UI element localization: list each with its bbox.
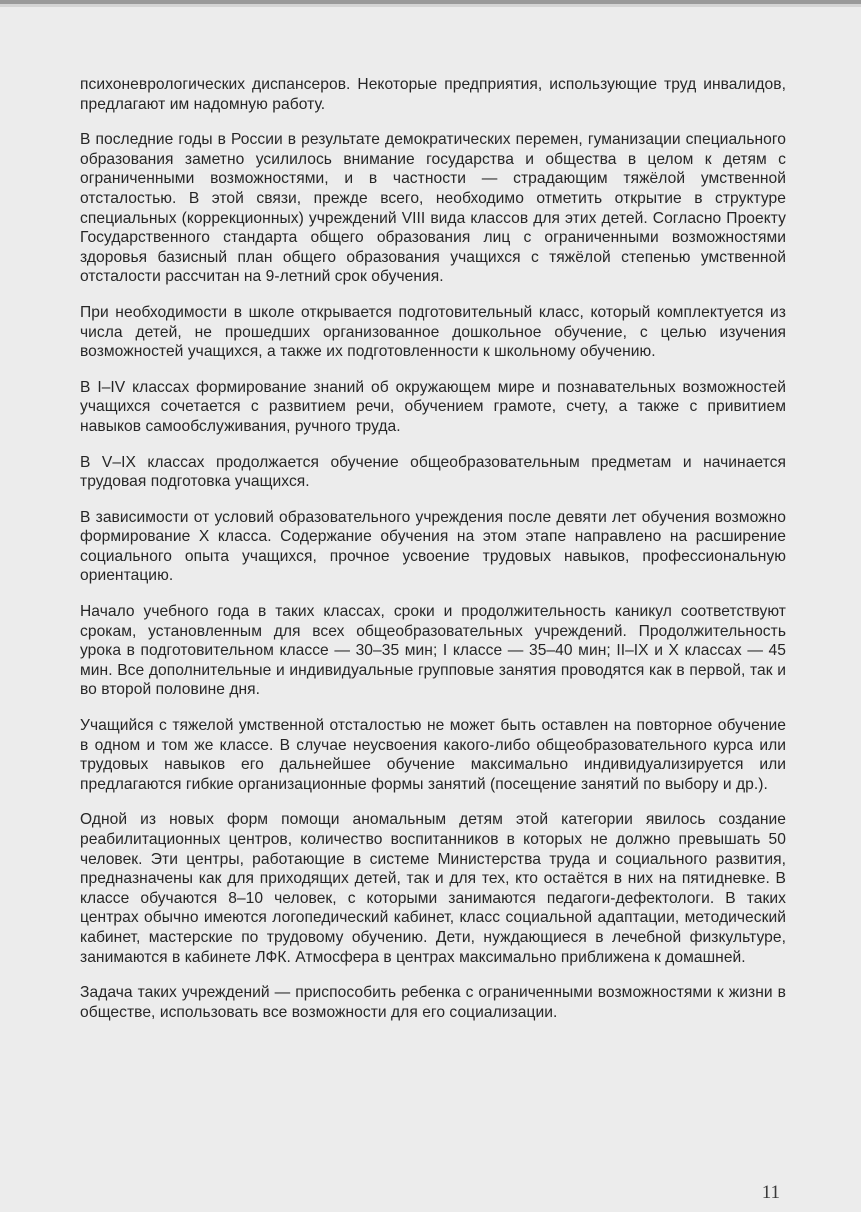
paragraph-7: Начало учебного года в таких классах, сроки и продолжительность каникул соответствуют срокам, установленным для всех общеобразовательных учреждений. Продолжительность урока в подготовительном классе — 30–35 мин; I классе — 35–40 мин; II–IX и X классах — 45 мин. Все дополнительные и индивидуальные групповые занятия проводятся как в первой, так и во второй половине дня. [80,603,786,699]
body-text [80,75,786,1038]
paragraph-1: психоневрологических диспансеров. Некоторые предприятия, использующие труд инвалидов, предлагают им надомную работу. [80,76,786,113]
paragraph-8: Учащийся с тяжелой умственной отсталостью не может быть оставлен на повторное обучение в одном и том же классе. В случае неусвоения какого-либо общеобразовательного курса или трудовых навыков его дальнейшее обучение максимально индивидуализируется или предлагаются гибкие организационные формы занятий (посещение занятий по выбору и др.). [80,717,786,793]
page-number: 11 [761,1182,780,1203]
paragraph-9: Одной из новых форм помощи аномальным детям этой категории явилось создание реабилитационных центров, количество воспитанников в которых не должно превышать 50 человек. Эти центры, работающие в системе Министерства труда и социального развития, предназначены как для приходящих детей, так и для тех, кто остаётся в них на пятидневке. В классе обучаются 8–10 человек, с которыми занимаются педагоги-дефектологи. В таких центрах обычно имеются логопедический кабинет, класс социальной адаптации, методический кабинет, мастерские по трудовому обучению. Дети, нуждающиеся в лечебной физкультуре, занимаются в кабинете ЛФК. Атмосфера в центрах максимально приближена к домашней. [80,811,786,966]
paragraph-2: В последние годы в России в результате демократических перемен, гуманизации специального образования заметно усилилось внимание государства и общества в целом к детям с ограниченными возможностями, и в частности — страдающим тяжёлой умственной отсталостью. В этой связи, прежде всего, необходимо отметить открытие в структуре специальных (коррекционных) учреждений VIII вида классов для этих детей. Согласно Проекту Государственного стандарта общего образования лиц с ограниченными возможностями здоровья базисный план общего образования учащихся с тяжёлой степенью умственной отсталости рассчитан на 9-летний срок обучения. [80,131,786,286]
paragraph-10: Задача таких учреждений — приспособить ребенка с ограниченными возможностями к жизни в обществе, использовать все возможности для его социализации. [80,984,786,1021]
paragraph-3: При необходимости в школе открывается подготовительный класс, который комплектуется из числа детей, не прошедших организованное дошкольное обучение, с целью изучения возможностей учащихся, а также их подготовленности к школьному обучению. [80,303,786,361]
paragraph-4: В I–IV классах формирование знаний об окружающем мире и познавательных возможностей учащихся сочетается с развитием речи, обучением грамоте, счету, а также с привитием навыков самообслуживания, ручного труда. [80,378,786,435]
paragraph-6: В зависимости от условий образовательного учреждения после девяти лет обучения возможно формирование X класса. Содержание обучения на этом этапе направлено на расширение социального опыта учащихся, прочное усвоение трудовых навыков, профессиональную ориентацию. [80,508,786,585]
page-top-shadow [0,4,861,7]
paragraph-5: В V–IX классах продолжается обучение общеобразовательным предметам и начинается трудовая подготовка учащихся. [80,453,786,491]
